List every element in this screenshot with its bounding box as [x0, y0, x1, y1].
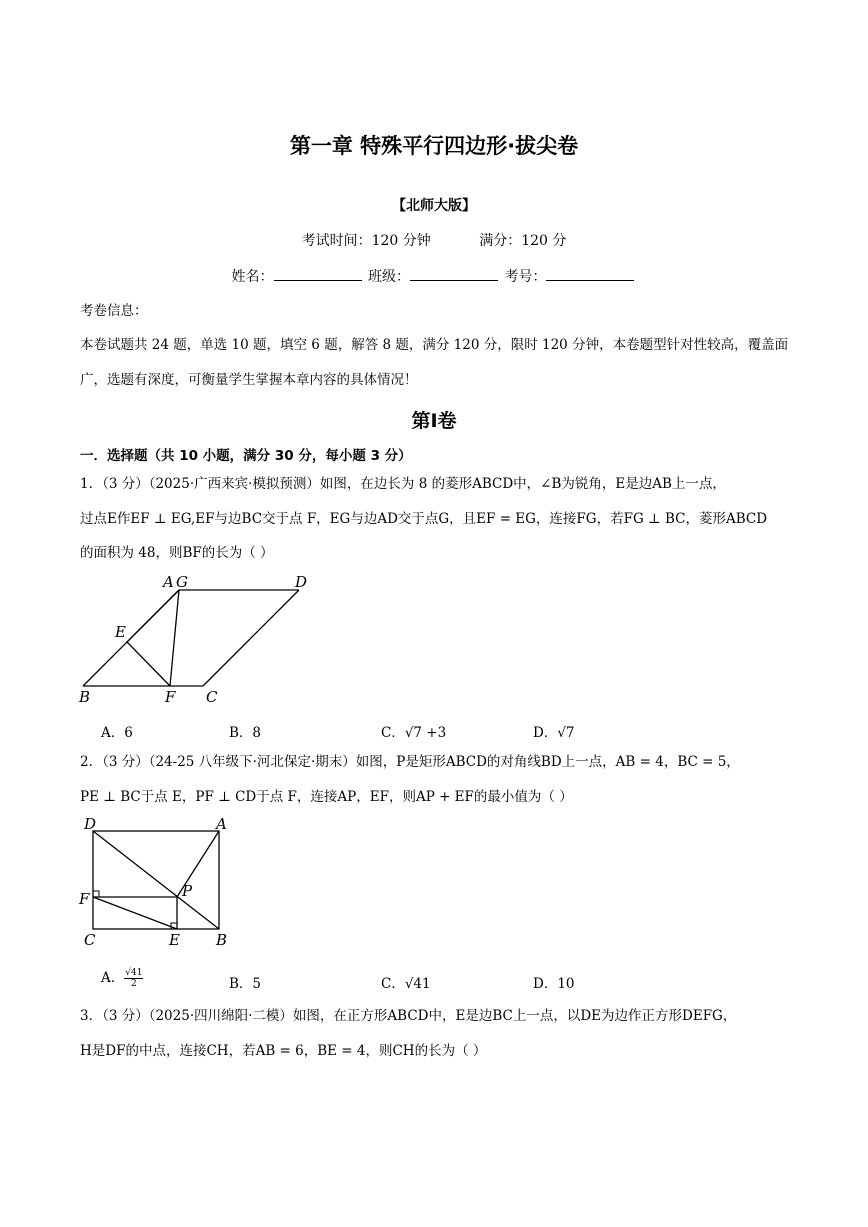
question-1-figure [76, 570, 316, 708]
number-blank[interactable] [546, 267, 634, 281]
q2-option-a[interactable] [101, 966, 143, 989]
q1-option-c[interactable]: C．√7 +3 [381, 725, 447, 741]
name-label: 姓名： [231, 269, 274, 285]
full-score: 满分：120 分 [479, 233, 567, 249]
question-2-figure [76, 814, 236, 950]
question-1-line-2: 过点E作EF ⊥ EG,EF与边BC交于点 F，EG与边AD交于点G，且EF = EG，连接FG，若FG ⊥ BC，菱形ABCD [80, 511, 768, 527]
page-title: 第一章 特殊平行四边形·拔尖卷 [289, 134, 579, 158]
fig2-label-f: F [79, 890, 90, 908]
q2-option-b[interactable]: B．5 [229, 976, 262, 992]
fig2-label-a: A [216, 815, 227, 833]
fig2-label-d: D [84, 815, 97, 833]
question-3-line-2: H是DF的中点，连接CH，若AB = 6，BE = 4，则CH的长为（ ） [80, 1043, 487, 1059]
exam-info-line [0, 230, 868, 250]
info-label: 考卷信息： [80, 303, 148, 319]
number-label: 考号： [504, 269, 547, 285]
class-blank[interactable] [410, 267, 498, 281]
q2-option-a-letter: A． [101, 970, 125, 986]
class-label: 班级： [368, 269, 410, 285]
info-text: 本卷试题共 24 题，单选 10 题，填空 6 题，解答 8 题，满分 120 分，限时 120 分钟，本卷题型针对性较高，覆盖面广，选题有深度，可衡量学生掌握本章内容的具体情况！ [80, 337, 789, 388]
fig1-label-a: A [163, 573, 174, 591]
q1-option-b[interactable]: B．8 [229, 725, 262, 741]
fig2-label-b: B [216, 931, 228, 949]
q2-option-a-fraction [124, 968, 143, 989]
question-3-line-1: 3．（3 分）（2025·四川绵阳·二模）如图，在正方形ABCD中，E是边BC上一点，以DE为边作正方形DEFG， [80, 1008, 737, 1024]
section-title: 第Ⅰ卷 [411, 410, 457, 432]
part-heading: 一．选择题（共 10 小题，满分 30 分，每小题 3 分） [80, 448, 412, 464]
q2-option-a-numerator: √41 [125, 968, 143, 978]
fig1-label-d: D [295, 573, 308, 591]
q2-option-a-denominator: 2 [130, 979, 137, 989]
student-info-line [0, 266, 868, 286]
question-1-line-1: 1．（3 分）（2025·广西来宾·模拟预测）如图，在边长为 8 的菱形ABCD中，∠B为锐角，E是边AB上一点， [80, 476, 726, 492]
fig1-label-f: F [165, 688, 176, 706]
fig1-label-e: E [115, 623, 126, 641]
fig2-label-c: C [84, 931, 96, 949]
q2-option-d[interactable]: D．10 [533, 976, 575, 992]
fig1-label-g: G [176, 573, 188, 591]
question-1-line-3: 的面积为 48，则BF的长为（ ） [80, 545, 274, 561]
q1-option-d[interactable]: D．√7 [533, 725, 575, 741]
fig2-label-e: E [169, 931, 180, 949]
fig2-label-p: P [182, 882, 193, 900]
q1-option-a[interactable]: A．6 [101, 725, 133, 741]
fig1-label-b: B [79, 688, 91, 706]
exam-time: 考试时间：120 分钟 [301, 233, 431, 249]
question-2-line-1: 2．（3 分）（24-25 八年级下·河北保定·期末）如图，P是矩形ABCD的对角线BD上一点，AB = 4，BC = 5， [80, 754, 740, 770]
fig1-label-c: C [206, 688, 218, 706]
q2-option-c[interactable]: C．√41 [381, 976, 431, 992]
edition-label: 【北师大版】 [392, 198, 476, 214]
name-blank[interactable] [274, 267, 362, 281]
question-2-line-2: PE ⊥ BC于点 E，PF ⊥ CD于点 F，连接AP，EF，则AP + EF的最小值为（ ） [80, 789, 573, 805]
